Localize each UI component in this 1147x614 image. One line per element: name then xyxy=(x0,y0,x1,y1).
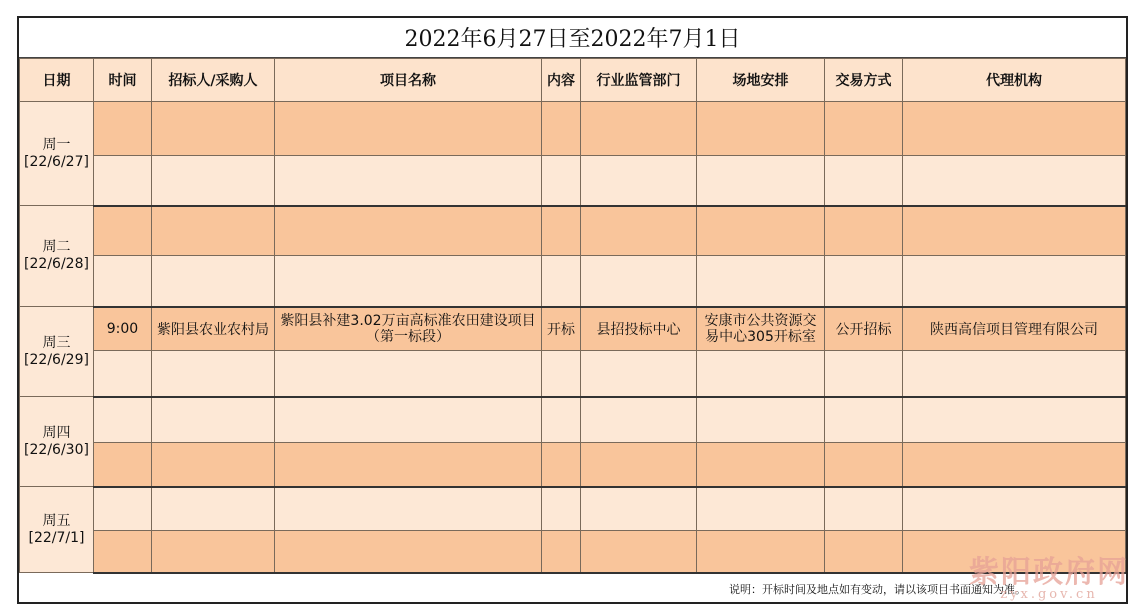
table-cell xyxy=(697,443,825,487)
table-row xyxy=(20,487,1126,531)
table-cell xyxy=(275,206,542,256)
table-cell xyxy=(581,102,697,156)
table-cell xyxy=(542,102,581,156)
weekday-label: 周五 xyxy=(42,512,71,529)
date-label: [22/6/27] xyxy=(24,153,89,170)
table-cell xyxy=(94,531,152,573)
table-cell xyxy=(152,206,275,256)
table-cell xyxy=(94,256,152,307)
table-cell xyxy=(903,351,1126,397)
table-cell xyxy=(94,351,152,397)
table-cell xyxy=(94,443,152,487)
table-cell xyxy=(825,531,903,573)
table-cell xyxy=(542,397,581,443)
header-agency: 代理机构 xyxy=(903,59,1126,102)
header-row xyxy=(20,59,1126,102)
header-project: 项目名称 xyxy=(275,59,542,102)
table-cell xyxy=(94,206,152,256)
header-method: 交易方式 xyxy=(825,59,903,102)
table-cell xyxy=(152,102,275,156)
table-row-entry xyxy=(20,307,1126,351)
schedule-table xyxy=(19,58,1126,574)
table-cell xyxy=(581,397,697,443)
weekday-label: 周四 xyxy=(42,424,71,441)
table-cell xyxy=(152,531,275,573)
table-cell xyxy=(152,443,275,487)
table-row xyxy=(20,156,1126,206)
weekday-label: 周三 xyxy=(42,334,71,351)
table-cell xyxy=(825,156,903,206)
table-cell xyxy=(275,397,542,443)
header-time: 时间 xyxy=(94,59,152,102)
table-cell xyxy=(581,206,697,256)
table-cell xyxy=(542,351,581,397)
table-cell xyxy=(542,487,581,531)
table-cell xyxy=(581,443,697,487)
table-cell xyxy=(825,351,903,397)
entry-supervisor: 县招投标中心 xyxy=(581,307,697,351)
table-cell xyxy=(275,487,542,531)
table-cell xyxy=(275,156,542,206)
table-cell xyxy=(275,443,542,487)
day-cell-thursday xyxy=(20,397,94,487)
weekday-label: 周一 xyxy=(42,136,71,153)
watermark-url: zyx.gov.cn xyxy=(1000,587,1098,602)
table-row xyxy=(20,351,1126,397)
table-cell xyxy=(903,443,1126,487)
table-cell xyxy=(581,156,697,206)
table-cell xyxy=(581,531,697,573)
table-cell xyxy=(697,156,825,206)
header-tenderer: 招标人/采购人 xyxy=(152,59,275,102)
table-cell xyxy=(94,487,152,531)
table-cell xyxy=(94,397,152,443)
table-cell xyxy=(697,102,825,156)
date-label: [22/6/29] xyxy=(24,351,89,368)
entry-tenderer: 紫阳县农业农村局 xyxy=(152,307,275,351)
entry-time: 9:00 xyxy=(94,307,152,351)
table-row xyxy=(20,256,1126,307)
table-cell xyxy=(275,351,542,397)
table-row xyxy=(20,102,1126,156)
table-cell xyxy=(825,443,903,487)
table-cell xyxy=(152,397,275,443)
table-cell xyxy=(825,487,903,531)
table-cell xyxy=(275,531,542,573)
table-row xyxy=(20,443,1126,487)
schedule-title: 2022年6月27日至2022年7月1日 xyxy=(19,18,1126,58)
table-cell xyxy=(542,443,581,487)
table-cell xyxy=(152,487,275,531)
table-cell xyxy=(581,256,697,307)
table-cell xyxy=(903,206,1126,256)
table-cell xyxy=(903,531,1126,573)
table-cell xyxy=(825,256,903,307)
entry-method: 公开招标 xyxy=(825,307,903,351)
table-cell xyxy=(825,206,903,256)
table-row xyxy=(20,397,1126,443)
table-cell xyxy=(903,102,1126,156)
table-cell xyxy=(275,102,542,156)
table-cell xyxy=(542,156,581,206)
table-cell xyxy=(697,206,825,256)
table-cell xyxy=(542,531,581,573)
entry-agency: 陕西高信项目管理有限公司 xyxy=(903,307,1126,351)
table-cell xyxy=(697,351,825,397)
day-cell-monday xyxy=(20,102,94,206)
date-label: [22/7/1] xyxy=(28,529,85,546)
date-label: [22/6/30] xyxy=(24,441,89,458)
table-cell xyxy=(903,487,1126,531)
header-content: 内容 xyxy=(542,59,581,102)
table-row xyxy=(20,206,1126,256)
table-cell xyxy=(152,256,275,307)
table-cell xyxy=(825,102,903,156)
entry-content: 开标 xyxy=(542,307,581,351)
table-cell xyxy=(542,256,581,307)
day-cell-tuesday xyxy=(20,206,94,307)
table-cell xyxy=(581,351,697,397)
table-cell xyxy=(581,487,697,531)
table-cell xyxy=(275,256,542,307)
table-cell xyxy=(903,156,1126,206)
footnote: 说明：开标时间及地点如有变动，请以该项目书面通知为准。 xyxy=(729,583,1026,596)
table-cell xyxy=(697,397,825,443)
schedule-frame xyxy=(17,16,1128,604)
table-cell xyxy=(94,102,152,156)
header-supervisor: 行业监管部门 xyxy=(581,59,697,102)
day-cell-wednesday xyxy=(20,307,94,397)
watermark-name: 紫阳政府网 xyxy=(969,555,1129,590)
table-cell xyxy=(903,256,1126,307)
table-cell xyxy=(697,256,825,307)
weekday-label: 周二 xyxy=(42,239,71,255)
table-cell xyxy=(697,531,825,573)
table-cell xyxy=(542,206,581,256)
entry-project: 紫阳县补建3.02万亩高标准农田建设项目（第一标段） xyxy=(275,307,542,351)
day-cell-friday xyxy=(20,487,94,573)
table-cell xyxy=(152,156,275,206)
entry-venue: 安康市公共资源交易中心305开标室 xyxy=(697,307,825,351)
table-row xyxy=(20,531,1126,573)
table-cell xyxy=(903,397,1126,443)
date-label: [22/6/28] xyxy=(24,256,89,272)
header-date: 日期 xyxy=(20,59,94,102)
table-cell xyxy=(152,351,275,397)
table-cell xyxy=(825,397,903,443)
table-cell xyxy=(697,487,825,531)
table-cell xyxy=(94,156,152,206)
header-venue: 场地安排 xyxy=(697,59,825,102)
